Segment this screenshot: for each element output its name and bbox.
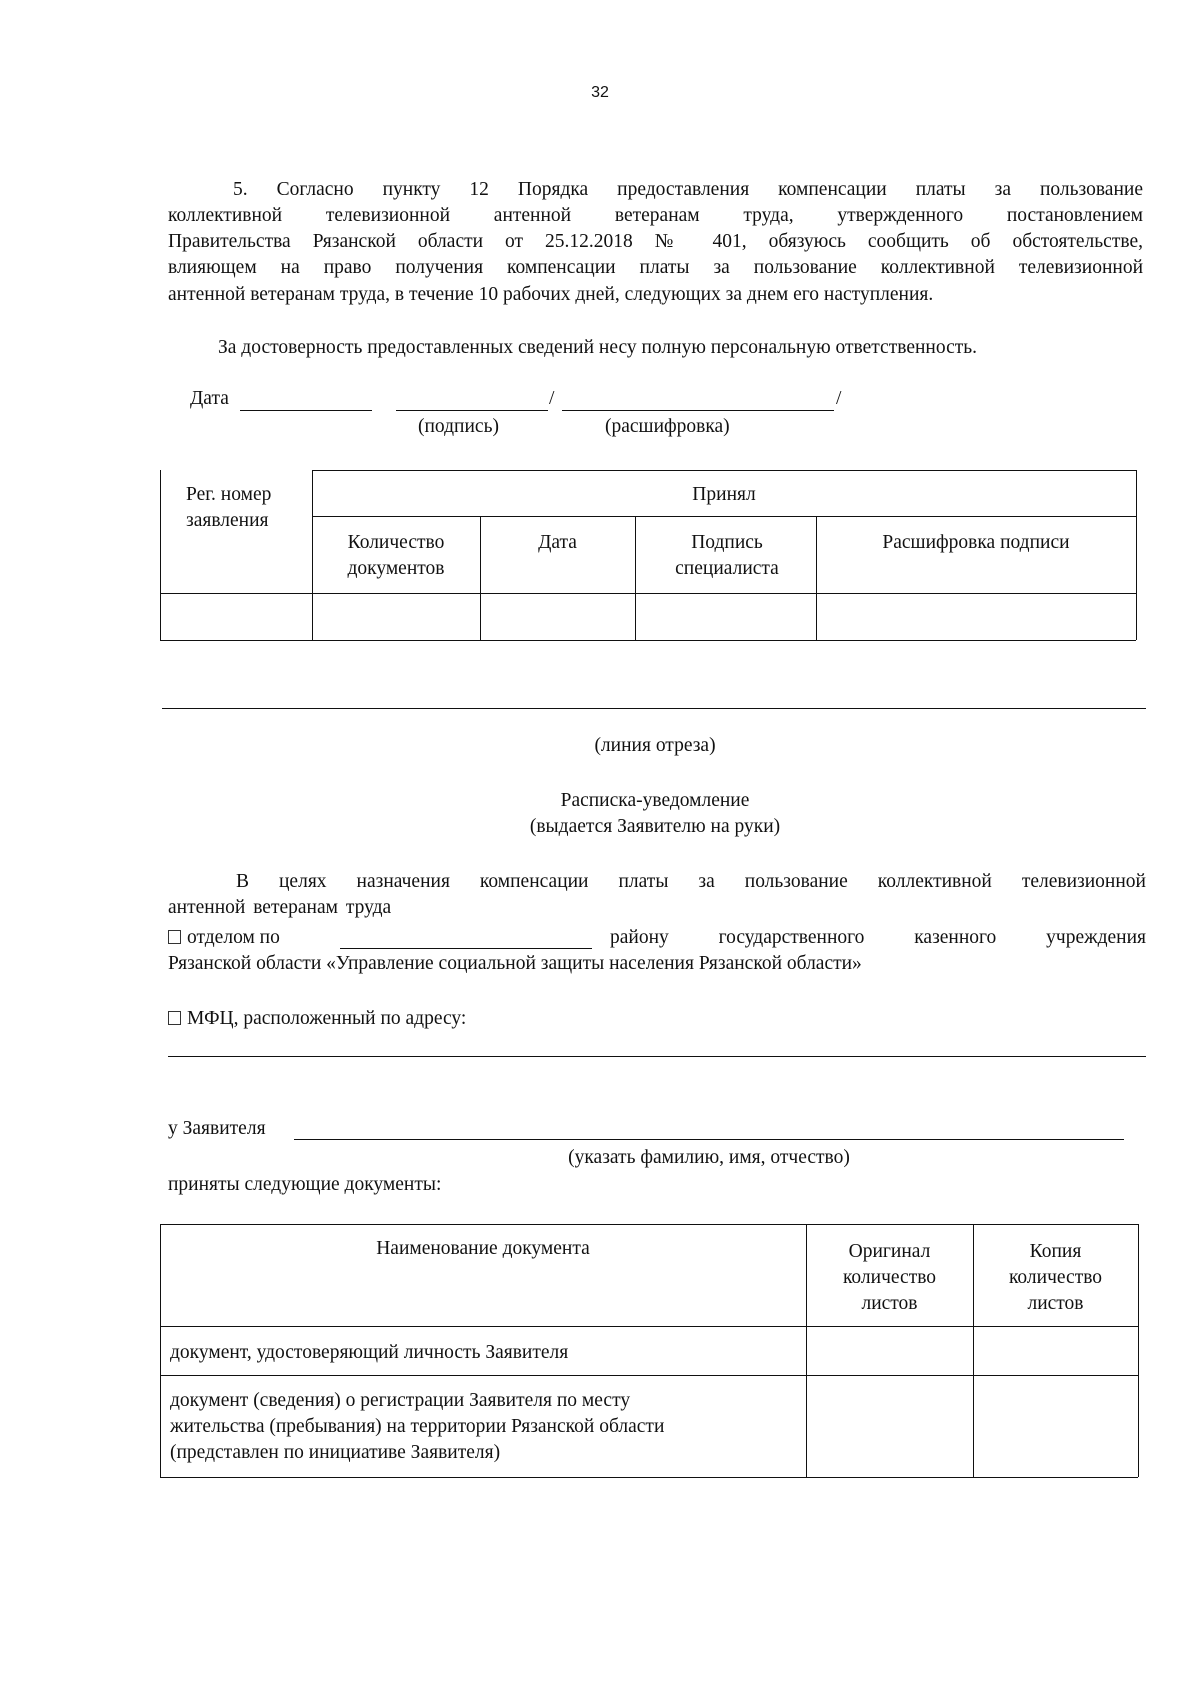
para5-line-3: Правительства Рязанской области от 25.12.2018 № 401, обязуюсь сообщить об обстоятельстве, — [168, 231, 1143, 252]
mfc-checkbox[interactable] — [168, 1011, 181, 1025]
para5-line-1: 5. Согласно пункту 12 Порядка предоставления компенсации платы за пользование — [233, 179, 1143, 200]
cut-line — [162, 708, 1146, 709]
doc-row-2-copy[interactable] — [975, 1377, 1136, 1476]
applicant-hint: (указать фамилию, имя, отчество) — [568, 1147, 850, 1168]
district-blank[interactable] — [340, 948, 592, 949]
specialist-sign-cell[interactable] — [637, 595, 814, 639]
slash-1: / — [549, 388, 555, 409]
doc-row-1-original[interactable] — [808, 1328, 971, 1374]
applicant-blank[interactable] — [294, 1139, 1124, 1140]
doc-name-header: Наименование документа — [376, 1238, 590, 1259]
department-suffix: району государственного казенного учреждения — [610, 927, 1146, 948]
date-cell[interactable] — [482, 595, 633, 639]
mfc-label: МФЦ, расположенный по адресу: — [187, 1008, 467, 1029]
purpose-line-1: В целях назначения компенсации платы за пользование коллективной телевизионной — [236, 871, 1146, 892]
doc-row-2-original[interactable] — [808, 1377, 971, 1476]
page-number: 32 — [591, 84, 609, 101]
applicant-label: у Заявителя — [168, 1118, 266, 1139]
original-header: Оригинал количество листов — [842, 1241, 937, 1314]
sign-decode-cell[interactable] — [818, 595, 1134, 639]
reg-number-cell[interactable] — [162, 595, 310, 639]
date-header: Дата — [538, 532, 577, 553]
accepted-docs-label: приняты следующие документы: — [168, 1174, 442, 1195]
department-option — [168, 925, 280, 951]
doc-row-1-name: документ, удостоверяющий личность Заявителя — [170, 1342, 569, 1363]
signature-blank[interactable] — [396, 410, 548, 411]
department-line-2: Рязанской области «Управление социальной защиты населения Рязанской области» — [168, 953, 862, 974]
reg-number-header: Рег. номер заявления — [186, 484, 272, 531]
signature-caption: (подпись) — [418, 416, 499, 437]
copy-header: Копия количество листов — [1008, 1241, 1103, 1314]
decode-caption: (расшифровка) — [605, 416, 730, 437]
department-prefix: отделом по — [187, 927, 280, 948]
doc-count-header: Количество документов — [347, 532, 445, 579]
sign-decode-header: Расшифровка подписи — [882, 532, 1070, 553]
receipt-subtitle: (выдается Заявителю на руки) — [529, 816, 781, 837]
responsibility-statement: За достоверность предоставленных сведений несу полную персональную ответственность. — [218, 337, 978, 358]
date-blank[interactable] — [240, 410, 372, 411]
para5-line-2: коллективной телевизионной антенной ветеранам труда, утвержденного постановлением — [168, 205, 1143, 226]
department-checkbox[interactable] — [168, 930, 181, 944]
date-label: Дата — [190, 388, 229, 409]
purpose-line-2: антенной ветеранам труда — [168, 897, 392, 918]
slash-2: / — [836, 388, 842, 409]
para5-line-5: антенной ветеранам труда, в течение 10 рабочих дней, следующих за днем его наступления. — [168, 284, 934, 305]
accepted-header: Принял — [692, 484, 756, 505]
doc-count-cell[interactable] — [314, 595, 478, 639]
doc-row-1-copy[interactable] — [975, 1328, 1136, 1374]
decode-blank[interactable] — [562, 410, 834, 411]
cut-line-label: (линия отреза) — [594, 735, 716, 756]
para5-line-4: влияющем на право получения компенсации платы за пользование коллективной телевизионной — [168, 257, 1143, 278]
mfc-option — [168, 1006, 466, 1032]
address-blank[interactable] — [168, 1056, 1146, 1057]
doc-row-2-name: документ (сведения) о регистрации Заявителя по месту жительства (пребывания) на территории Рязанской области (представлен по инициативе Заявителя) — [170, 1390, 665, 1463]
specialist-sign-header: Подпись специалиста — [675, 532, 779, 579]
receipt-title: Расписка-уведомление — [560, 790, 750, 811]
